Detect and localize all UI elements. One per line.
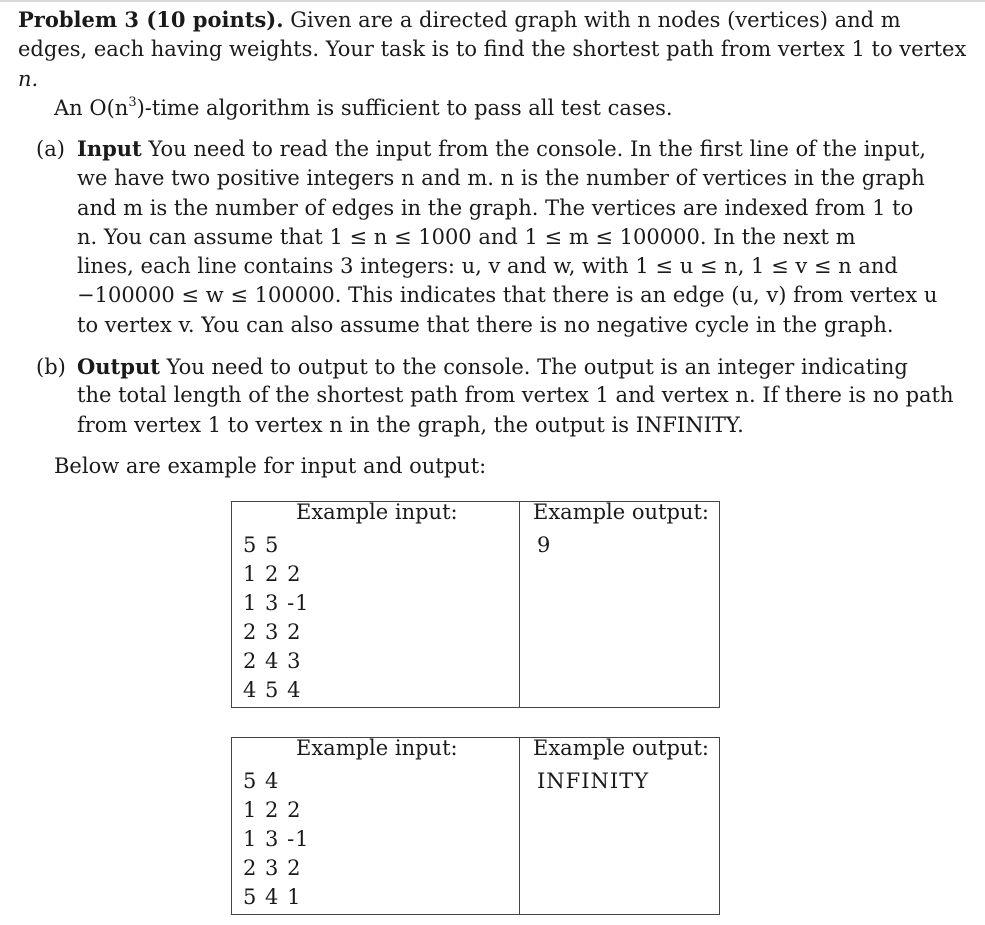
part-a-line-5: lines, each line contains 3 integers: u, v and w, with 1 ≤ u ≤ n, 1 ≤ v ≤ n and: [77, 254, 898, 278]
example-1-input-line: 2 4 3: [243, 649, 302, 673]
example-1-output-header: Example output:: [533, 500, 709, 524]
part-b-line-3: from vertex 1 to vertex n in the graph, the output is INFINITY.: [77, 413, 744, 437]
example-1-input-line: 2 3 2: [243, 620, 302, 644]
example-1-input-header: Example input:: [296, 500, 458, 524]
problem-statement-line-2: edges, each having weights. Your task is to find the shortest path from vertex 1 to vertex: [18, 37, 967, 61]
example-2-input-line: 5 4 1: [243, 885, 302, 909]
part-a-label: (a): [36, 137, 65, 161]
part-b-label: (b): [36, 355, 66, 379]
example-1-input-line: 1 3 -1: [243, 591, 310, 615]
complexity-exponent: 3: [128, 95, 137, 110]
example-2-input-column: [232, 738, 520, 914]
part-a-first-line: [77, 135, 926, 163]
example-2-output-header: Example output:: [533, 736, 709, 760]
example-2-output-line: INFINITY: [537, 769, 650, 793]
example-1-output-column: [520, 502, 719, 707]
problem-statement-line-3: n.: [18, 67, 39, 91]
example-1-input-line: 4 5 4: [243, 678, 302, 702]
example-2-output-column: [520, 738, 719, 914]
part-b-line-1: You need to output to the console. The output is an integer indicating: [166, 355, 908, 379]
example-table-2: [231, 737, 720, 915]
complexity-pre: An O(n: [54, 96, 129, 120]
example-1-input-line: 5 5: [243, 533, 280, 557]
example-2-input-line: 2 3 2: [243, 856, 302, 880]
examples-intro: Below are example for input and output:: [54, 454, 487, 478]
part-a-title: Input: [77, 136, 142, 161]
complexity-post: )-time algorithm is sufficient to pass all test cases.: [136, 96, 673, 120]
complexity-note: [54, 94, 673, 122]
part-a-line-2: we have two positive integers n and m. n is the number of vertices in the graph: [77, 166, 925, 190]
part-a-line-7: to vertex v. You can also assume that there is no negative cycle in the graph.: [77, 313, 894, 337]
top-border-line: [0, 0, 985, 2]
part-a-line-1: You need to read the input from the console. In the first line of the input,: [148, 137, 927, 161]
example-table-1: [231, 501, 720, 708]
part-a-line-3: and m is the number of edges in the graph. The vertices are indexed from 1 to: [77, 196, 914, 220]
example-2-input-line: 5 4: [243, 769, 280, 793]
part-b-line-2: the total length of the shortest path from vertex 1 and vertex n. If there is no path: [77, 383, 954, 407]
problem-heading: Problem 3 (10 points).: [18, 7, 284, 32]
part-b-first-line: [77, 353, 908, 381]
part-a-line-4: n. You can assume that 1 ≤ n ≤ 1000 and 1 ≤ m ≤ 100000. In the next m: [77, 225, 856, 249]
example-2-input-line: 1 2 2: [243, 798, 302, 822]
part-a-line-6: −100000 ≤ w ≤ 100000. This indicates that there is an edge (u, v) from vertex u: [77, 283, 938, 307]
problem-intro-text: Given are a directed graph with n nodes (vertices) and m: [290, 8, 901, 32]
problem-statement-line-1: [18, 6, 901, 34]
example-1-input-column: [232, 502, 520, 707]
example-2-input-header: Example input:: [296, 736, 458, 760]
part-b-title: Output: [77, 354, 160, 379]
example-2-input-line: 1 3 -1: [243, 827, 310, 851]
example-1-input-line: 1 2 2: [243, 562, 302, 586]
example-1-output-line: 9: [537, 533, 552, 557]
